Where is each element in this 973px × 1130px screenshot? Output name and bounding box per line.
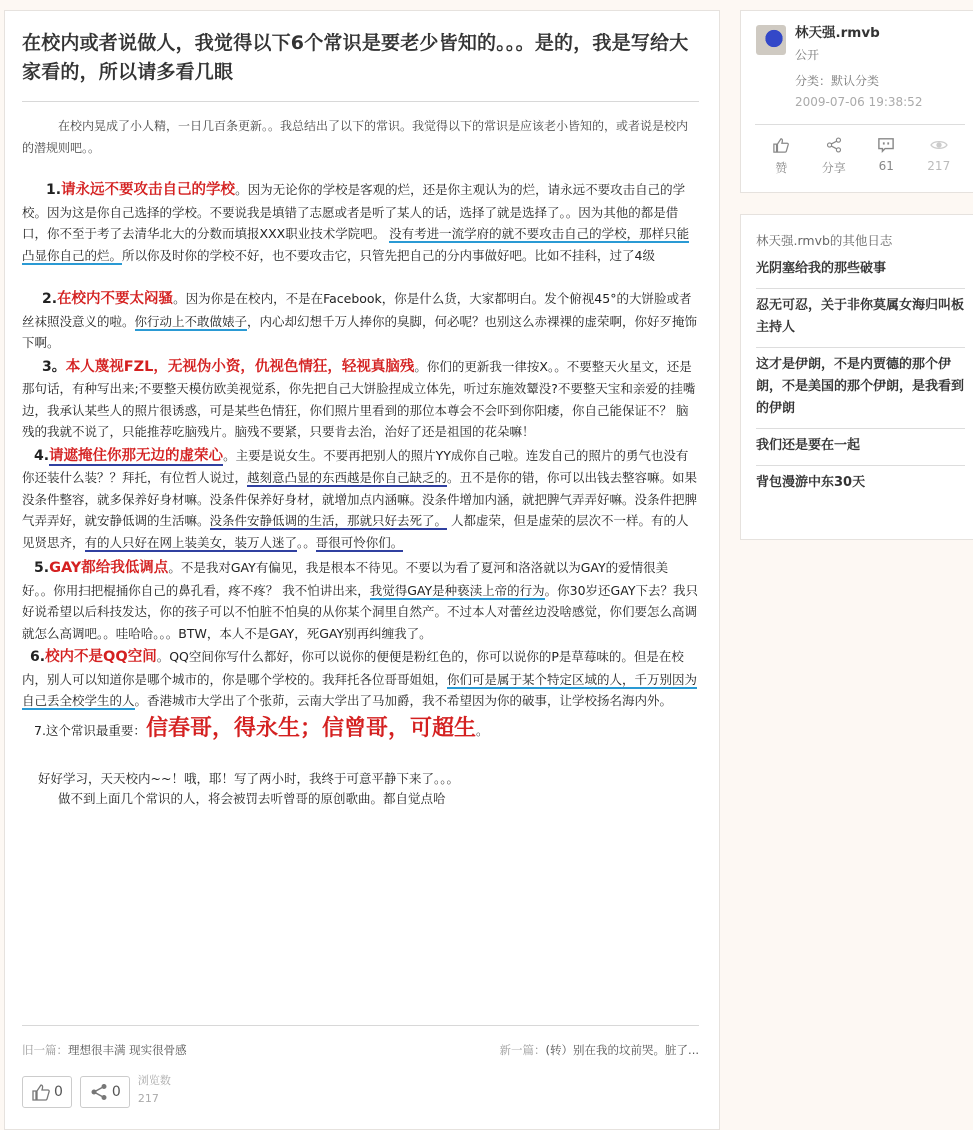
- share-icon: [89, 1083, 109, 1101]
- share-button[interactable]: 0: [80, 1076, 130, 1108]
- article-navigation: [22, 1042, 699, 1058]
- rule-6-heading: 校内不是QQ空间: [45, 649, 157, 665]
- visibility-label: 公开: [795, 48, 820, 62]
- underlined-text: 你行动上不敢做婊子: [134, 313, 248, 329]
- category-label: 分类：默认分类: [795, 74, 880, 88]
- comment-icon: [877, 137, 895, 153]
- other-posts-title: 林天强.rmvb的其他日志: [756, 233, 893, 248]
- rule-7-slogan: 信春哥，得永生；信曾哥，可超生: [145, 715, 476, 741]
- post-date: 2009-07-06 19:38:52: [795, 95, 923, 109]
- other-posts-list: [756, 256, 965, 502]
- article-footer: [22, 1025, 699, 1108]
- author-name[interactable]: 林天强.rmvb: [795, 25, 880, 41]
- rule-1: 1.请永远不要攻击自己的学校。因为无论你的学校是客观的烂，还是你主观认为的烂，请永远不要攻击自己的学校。因为这是你自己选择的学校。不要说我是填错了志愿或者是听了某人的话，选择了就是选择了。。因为其他的都是借口，你不至于考了去清华北大的分数而填报XXX职业技术学院吧。 没有考进一流学府的就不要攻击自己的学校，那样只能凸显你自己的烂。所以你及时你的学校不好，也不要攻击它，只管先把自己的分内事做好吧。比如不挂科，过了4级: [22, 182, 690, 263]
- action-buttons: [22, 1076, 699, 1108]
- intro-paragraph: 在校内晃成了小人精，一日几百条更新。。我总结出了以下的常识。我觉得以下的常识是应该老小皆知的，或者说是校内的潜规则吧。。: [22, 119, 689, 155]
- other-post-link[interactable]: 这才是伊朗，不是内贾德的那个伊朗，不是美国的那个伊朗，是我看到的伊朗: [756, 348, 965, 429]
- article-panel: [4, 10, 720, 1130]
- other-posts-card: [740, 214, 973, 540]
- rule-7: 7.这个常识最重要：信春哥，得永生；信曾哥，可超生。: [34, 715, 489, 741]
- rule-5: 5.GAY都给我低调点。不是我对GAY有偏见，我是根本不待见。不要以为看了夏河和洛洛就以为GAY的爱情很美好。。你用扫把棍捅你自己的鼻孔看，疼不疼？ 我不怕讲出来，我觉得GAY是种亵渎上帝的行为。你30岁还GAY下去？我只好说希望以后科技发达，你的孩子可以不怕脏不怕臭的从你某个洞里自然产。不过本人对蕾丝边没啥感觉，你们要怎么高调就怎么高调吧。。哇哈哈。。。BTW，本人不是GAY，死GAY别再纠缠我了。: [22, 560, 698, 641]
- next-article-link[interactable]: 新一篇：(转）别在我的坟前哭。脏了...: [499, 1043, 699, 1057]
- title-divider: [22, 101, 699, 102]
- article-title: 在校内或者说做人，我觉得以下6个常识是要老少皆知的。。。是的，我是写给大家看的，所以请多看几眼: [22, 32, 689, 83]
- other-post-link[interactable]: 光阴塞给我的那些破事: [756, 256, 965, 289]
- other-post-link[interactable]: 背包漫游中东30天: [756, 475, 866, 490]
- rule-1-heading: 请永远不要攻击自己的学校: [61, 182, 236, 198]
- underlined-text: 没有考进一流学府的就不要攻击自己的学校，那样只能凸显你自己的烂。: [22, 226, 690, 263]
- rule-3: 3。本人蔑视FZL，无视伪小资，仇视色情狂，轻视真脑残。你们的更新我一律按X。。不要整天火星文，还是那句话，有种写出来;不要整天模仿欧美视觉系，你先把自己大饼脸捏成立体先，听过东施效颦没?不要整天宝和亲爱的挂嘴边，我承认某些人的照片很诱惑，可是某些色情狂，你们照片里看到的那位本尊会不会吓到你阳痿，你自己能保证不？ 脑残的我就不说了，只能推荐吃脑残片。脑残不要紧，只要肯去治，治好了还是祖国的花朵嘛！: [22, 358, 696, 439]
- view-count: 浏览数 217: [137, 1074, 171, 1105]
- like-button[interactable]: 0: [22, 1076, 72, 1108]
- thumbs-up-icon: [772, 137, 790, 153]
- closing-text: 好好学习，天天校内~~！哦，耶！写了两小时，我终于可意平静下来了。。。 做不到上面几个常识的人，将会被罚去听曾哥的原创歌曲。都自觉点哈: [38, 771, 459, 806]
- rule-3-heading: 本人蔑视FZL，无视伪小资，仇视色情狂，轻视真脑残: [65, 358, 415, 375]
- author-card: [740, 10, 973, 193]
- rule-5-heading: GAY都给我低调点: [49, 560, 169, 576]
- rule-2: 2.在校内不要太闷骚。因为你是在校内，不是在Facebook，你是什么货，大家都明白。发个俯视45°的大饼脸或者丝袜照没意义的啦。你行动上不敢做婊子，内心却幻想千万人捧你的臭脚，何必呢？也别这么赤裸裸的虚荣啊，你好歹掩饰下啊。: [22, 291, 698, 350]
- underlined-text: 没条件安静低调的生活，那就只好去死了。: [209, 513, 448, 528]
- rule-2-heading: 在校内不要太闷骚: [57, 291, 174, 307]
- underlined-text: 越刻意凸显的东西越是你自己缺乏的: [247, 470, 448, 485]
- underlined-text: 你们可是属于某个特定区域的人，千万别因为自己丢全校学生的人: [22, 671, 698, 708]
- article-body: [22, 116, 699, 809]
- avatar[interactable]: [756, 25, 786, 55]
- underlined-text: 我觉得GAY是种亵渎上帝的行为: [369, 582, 545, 598]
- rule-6: 6.校内不是QQ空间。QQ空间你写什么都好，你可以说你的便便是粉红色的，你可以说你的P是草莓味的。但是在校内，别人可以知道你是哪个城市的，你是哪个学校的。我拜托各位哥哥姐姐，你们可是属于某个特定区域的人，千万别因为自己丢全校学生的人。香港城市大学出了个张茆，云南大学出了马加爵，我不希望因为你的破事，让学校扬名海内外。: [22, 649, 698, 708]
- share-icon: [825, 137, 843, 153]
- footer-divider: [22, 1025, 699, 1026]
- other-post-link[interactable]: 忍无可忍，关于非你莫属女海归叫板主持人: [756, 289, 965, 348]
- underlined-text: 有的人只好在网上装美女，装万人迷了: [84, 534, 298, 550]
- share-stat[interactable]: 分享: [808, 137, 861, 176]
- other-post-link[interactable]: 我们还是要在一起: [756, 429, 965, 466]
- eye-icon: [930, 137, 948, 153]
- comment-stat[interactable]: 61: [860, 137, 913, 176]
- rule-4: 4.请遮掩住你那无边的虚荣心。主要是说女生。不要再把别人的照片YY成你自己啦。连发自己的照片的勇气也没有你还装什么装？？拜托，有位哲人说过，越刻意凸显的东西越是你自己缺乏的。丑不是你的错，你可以出钱去整容嘛。如果没条件整容，就多保养好身材嘛。没条件保养好身材，就增加点内涵嘛。没条件增加内涵，就把脾气弄弄好嘛。没条件把脾气弄弄好，就安静低调的生活嘛。没条件安静低调的生活，那就只好去死了。 人都虚荣，但是虚荣的层次不一样。有的人见贤思齐，有的人只好在网上装美女，装万人迷了。。哥很可怜你们。: [22, 447, 698, 550]
- stats-divider: [755, 124, 965, 125]
- views-stat: 217: [913, 137, 966, 176]
- thumbs-up-icon: [31, 1083, 51, 1101]
- rule-4-heading: 请遮掩住你那无边的虚荣心: [49, 447, 224, 464]
- post-stats: [755, 137, 965, 176]
- underlined-text: 哥很可怜你们。: [315, 534, 404, 550]
- prev-article-link[interactable]: 旧一篇：理想很丰满 现实很骨感: [22, 1043, 187, 1057]
- like-stat[interactable]: 赞: [755, 137, 808, 176]
